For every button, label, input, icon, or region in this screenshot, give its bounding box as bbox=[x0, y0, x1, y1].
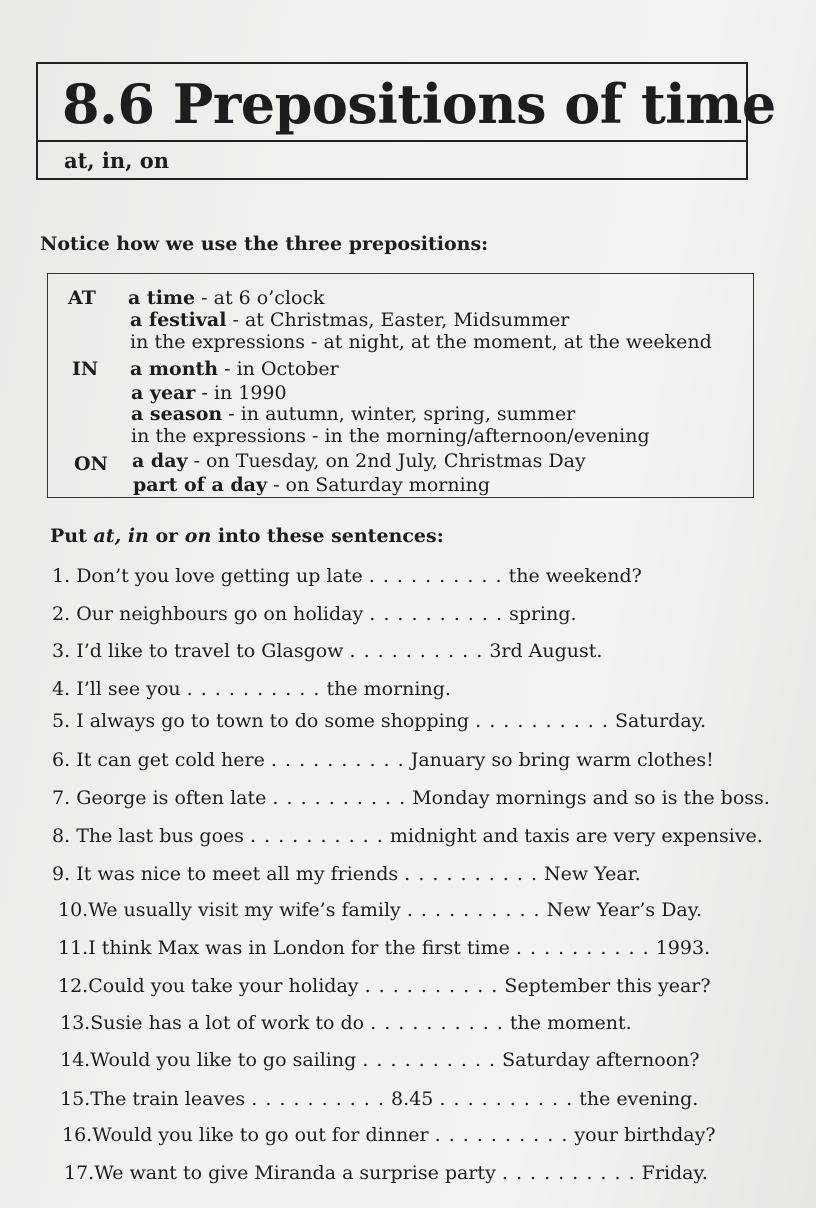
answer-blank[interactable]: . . . . . . . . . . bbox=[251, 1088, 385, 1110]
answer-blank[interactable]: . . . . . . . . . . bbox=[362, 1049, 497, 1071]
answer-blank[interactable]: . . . . . . . . . . bbox=[368, 565, 503, 587]
title-box bbox=[36, 62, 776, 180]
keyword-on: ON bbox=[74, 453, 108, 475]
exercise-item: 6. It can get cold here . . . . . . . . . . January so bring warm clothes! bbox=[52, 749, 714, 771]
answer-blank[interactable]: . . . . . . . . . . bbox=[434, 1124, 569, 1146]
exercise-item: 4. I’ll see you . . . . . . . . . . the morning. bbox=[52, 678, 451, 700]
exercise-item: 7. George is often late . . . . . . . . . . Monday mornings and so is the boss. bbox=[52, 787, 770, 809]
title-divider bbox=[38, 140, 746, 142]
rule-in-month: a month - in October bbox=[130, 358, 339, 380]
rule-on-part-of-day: part of a day - on Saturday morning bbox=[133, 474, 491, 496]
answer-blank[interactable]: . . . . . . . . . . bbox=[272, 787, 407, 809]
exercise-item: 12.Could you take your holiday . . . . . . . . . . September this year? bbox=[58, 975, 711, 997]
answer-blank[interactable]: . . . . . . . . . . bbox=[515, 937, 650, 959]
rule-in-expressions: in the expressions - in the morning/afternoon/evening bbox=[131, 425, 650, 447]
exercise-item: 2. Our neighbours go on holiday . . . . . . . . . . spring. bbox=[52, 603, 577, 625]
answer-blank[interactable]: . . . . . . . . . . bbox=[475, 710, 609, 732]
exercise-item: 3. I’d like to travel to Glasgow . . . . . . . . . . 3rd August. bbox=[52, 640, 603, 662]
exercise-item: 14.Would you like to go sailing . . . . . . . . . . Saturday afternoon? bbox=[60, 1049, 700, 1071]
exercise-item: 5. I always go to town to do some shopping . . . . . . . . . . Saturday. bbox=[52, 710, 706, 732]
rule-in-year: a year - in 1990 bbox=[131, 382, 287, 404]
answer-blank[interactable]: . . . . . . . . . . bbox=[370, 1012, 504, 1034]
exercise-instruction: Put at, in or on into these sentences: bbox=[50, 525, 444, 547]
rule-at-festival: a festival - at Christmas, Easter, Midsummer bbox=[130, 309, 570, 331]
answer-blank[interactable]: . . . . . . . . . . bbox=[369, 603, 504, 625]
rule-at-time: a time - at 6 o’clock bbox=[128, 287, 325, 309]
answer-blank[interactable]: . . . . . . . . . . bbox=[364, 975, 499, 997]
answer-blank[interactable]: . . . . . . . . . . bbox=[406, 899, 541, 921]
page-title: 8.6 Prepositions of time bbox=[62, 72, 776, 136]
keyword-at: AT bbox=[68, 287, 96, 309]
exercise-item: 1. Don’t you love getting up late . . . . . . . . . . the weekend? bbox=[52, 565, 642, 587]
exercise-item: 11.I think Max was in London for the first time . . . . . . . . . . 1993. bbox=[58, 937, 711, 959]
exercise-item: 15.The train leaves . . . . . . . . . . 8.45 . . . . . . . . . . the evening. bbox=[60, 1088, 699, 1110]
notice-heading: Notice how we use the three prepositions: bbox=[40, 233, 489, 255]
exercise-item: 16.Would you like to go out for dinner . . . . . . . . . . your birthday? bbox=[62, 1124, 716, 1146]
exercise-item: 9. It was nice to meet all my friends . . . . . . . . . . New Year. bbox=[52, 863, 641, 885]
answer-blank[interactable]: . . . . . . . . . . bbox=[186, 678, 321, 700]
answer-blank[interactable]: . . . . . . . . . . bbox=[404, 863, 538, 885]
answer-blank[interactable]: . . . . . . . . . . bbox=[501, 1162, 636, 1184]
answer-blank[interactable]: . . . . . . . . . . bbox=[349, 640, 484, 662]
page-subtitle: at, in, on bbox=[64, 148, 170, 173]
rule-at-expressions: in the expressions - at night, at the moment, at the weekend bbox=[130, 331, 712, 353]
exercise-item: 13.Susie has a lot of work to do . . . . . . . . . . the moment. bbox=[60, 1012, 632, 1034]
exercise-item: 17.We want to give Miranda a surprise party . . . . . . . . . . Friday. bbox=[64, 1162, 708, 1184]
rule-on-day: a day - on Tuesday, on 2nd July, Christmas Day bbox=[132, 450, 586, 472]
answer-blank[interactable]: . . . . . . . . . . bbox=[439, 1088, 574, 1110]
rule-in-season: a season - in autumn, winter, spring, summer bbox=[131, 403, 576, 425]
exercise-item: 8. The last bus goes . . . . . . . . . . midnight and taxis are very expensive. bbox=[52, 825, 763, 847]
exercise-item: 10.We usually visit my wife’s family . . . . . . . . . . New Year’s Day. bbox=[58, 899, 702, 921]
keyword-in: IN bbox=[72, 358, 99, 380]
answer-blank[interactable]: . . . . . . . . . . bbox=[270, 749, 405, 771]
answer-blank[interactable]: . . . . . . . . . . bbox=[250, 825, 384, 847]
